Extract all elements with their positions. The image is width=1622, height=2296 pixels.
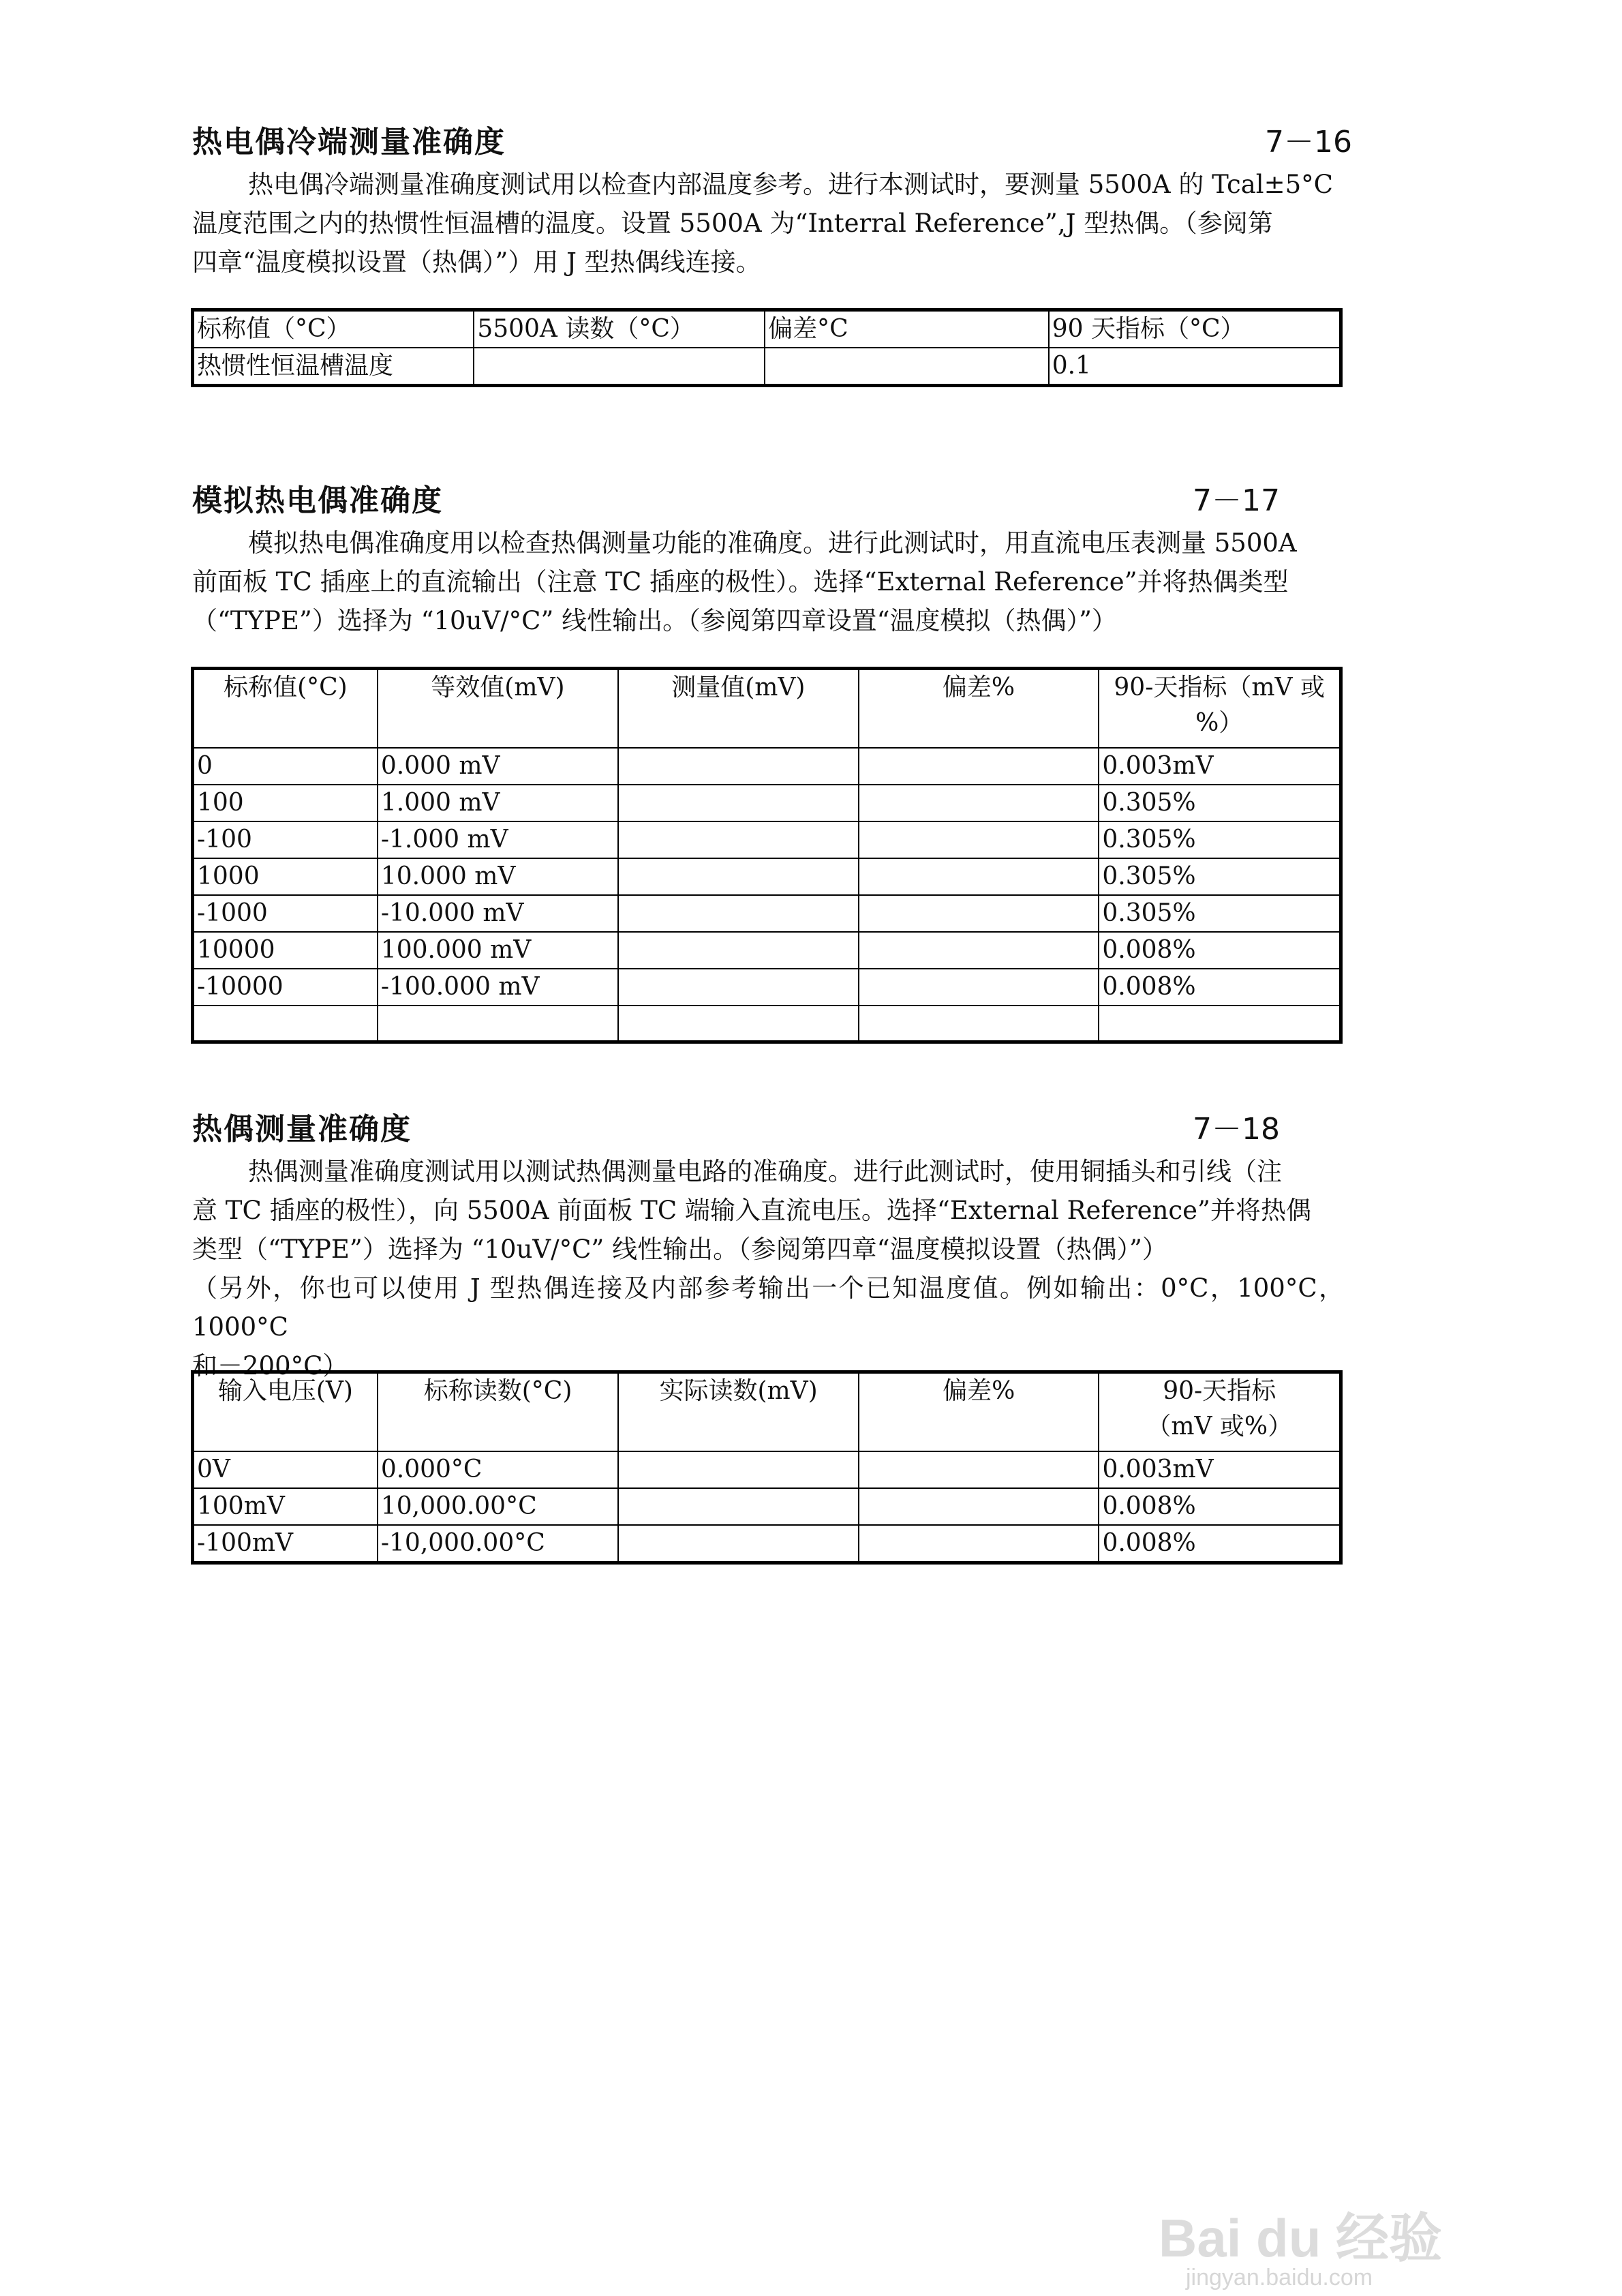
table-cell: 0.008% [1099,1488,1341,1525]
table-row [193,1525,1341,1563]
table-header-cell: 标称值(°C) [193,669,378,748]
table-cell: 1000 [193,858,378,895]
table-cell: -10,000.00°C [378,1525,618,1563]
table-header-cell: 输入电压(V) [193,1372,378,1451]
section-paragraph [192,524,1344,640]
table-row [193,895,1341,932]
table-cell: 1.000 mV [378,785,618,821]
table-cell: 0.000 mV [378,748,618,785]
table-cell [859,785,1099,821]
table-cell [859,748,1099,785]
table-header-cell: 测量值(mV) [618,669,859,748]
table-cell [765,348,1049,386]
section-number: 7－18 [1193,1112,1280,1147]
table-header-cell [1099,669,1341,748]
table-cell: 100mV [193,1488,378,1525]
table-cell: 0.305% [1099,785,1341,821]
baidu-jingyan-watermark [1159,2209,1540,2291]
para-line: 和－200°C） [192,1351,348,1380]
table-cell: 10000 [193,932,378,969]
section-simulated-tc [192,476,1344,640]
table-cell: -10000 [193,969,378,1006]
para-line: 意 TC 插座的极性），向 5500A 前面板 TC 端输入直流电压。选择“External Reference”并将热偶 [192,1196,1311,1225]
table-row [193,969,1341,1006]
table-cell [618,969,859,1006]
table-cell [378,1006,618,1042]
table-cell [859,858,1099,895]
tc-measurement-table [191,1370,1343,1565]
table-cell: 0.003mV [1099,1451,1341,1488]
section-heading [192,1104,1344,1152]
table-cell: 0.305% [1099,858,1341,895]
section-cold-junction [192,117,1352,282]
section-paragraph [192,165,1344,282]
table-cell [618,932,859,969]
table-cell [859,932,1099,969]
table-cell [859,1488,1099,1525]
table-header-row [193,1372,1341,1451]
table-cell: -100mV [193,1525,378,1563]
table-header-cell: 实际读数(mV) [618,1372,859,1451]
table-cell: 0.008% [1099,1525,1341,1563]
table-cell: 10.000 mV [378,858,618,895]
para-line: 热偶测量准确度测试用以测试热偶测量电路的准确度。进行此测试时，使用铜插头和引线（注 [248,1157,1282,1186]
table-row [193,748,1341,785]
section-number: 7－17 [1193,483,1280,518]
table-cell [859,895,1099,932]
table-cell: -10.000 mV [378,895,618,932]
table-cell [474,348,765,386]
table-cell: 100 [193,785,378,821]
para-line: （“TYPE”）选择为 “10uV/°C” 线性输出。（参阅第四章设置“温度模拟（热偶）”） [192,606,1117,635]
table-header-cell: 等效值(mV) [378,669,618,748]
table-row [193,932,1341,969]
table-header-cell: 偏差% [859,1372,1099,1451]
table-cell: 0.000°C [378,1451,618,1488]
table-header-cell: 偏差°C [765,310,1049,348]
table-cell: 0.1 [1049,348,1341,386]
table-cell: -100 [193,821,378,858]
table-cell [1099,1006,1341,1042]
section-title: 热偶测量准确度 [192,1112,412,1147]
table-row [193,821,1341,858]
table-cell [618,1488,859,1525]
table-header-cell [1099,1372,1341,1451]
table-cell [618,785,859,821]
table-row [193,785,1341,821]
table-header-cell: 5500A 读数（°C） [474,310,765,348]
table-header-cell: 偏差% [859,669,1099,748]
table-cell: 10,000.00°C [378,1488,618,1525]
table-header-cell: 标称读数(°C) [378,1372,618,1451]
table-row [193,1451,1341,1488]
table-cell [618,821,859,858]
table-cell: -1.000 mV [378,821,618,858]
section-paragraph [192,1152,1344,1385]
header-line: %） [1195,709,1244,737]
para-line: 温度范围之内的热惯性恒温槽的温度。设置 5500A 为“Interral Reference”,J 型热偶。（参阅第 [192,209,1273,238]
table-cell [618,748,859,785]
table-cell [618,1525,859,1563]
table-header-row [193,669,1341,748]
section-title: 热电偶冷端测量准确度 [192,125,506,160]
para-line: 前面板 TC 插座上的直流输出（注意 TC 插座的极性）。选择“External Reference”并将热偶类型 [192,567,1289,596]
header-line: 90-天指标（mV 或 [1114,674,1325,701]
para-line: 模拟热电偶准确度用以检查热偶测量功能的准确度。进行此测试时，用直流电压表测量 5500A [248,528,1297,558]
table-cell: -1000 [193,895,378,932]
section-tc-measurement [192,1104,1344,1385]
section-title: 模拟热电偶准确度 [192,483,443,518]
table-row [193,1488,1341,1525]
header-line: 90-天指标 [1163,1377,1276,1405]
table-row [193,858,1341,895]
para-line: 热电偶冷端测量准确度测试用以检查内部温度参考。进行本测试时，要测量 5500A 的 Tcal±5°C [248,170,1333,199]
table-cell [859,1525,1099,1563]
table-cell [859,821,1099,858]
table-cell [859,969,1099,1006]
table-cell [859,1006,1099,1042]
table-cell: 0.305% [1099,895,1341,932]
table-cell: 0.008% [1099,969,1341,1006]
table-cell: 0V [193,1451,378,1488]
table-cell: 0.003mV [1099,748,1341,785]
table-cell [618,895,859,932]
table-cell: 0.305% [1099,821,1341,858]
table-cell: 0 [193,748,378,785]
table-header-cell: 90 天指标（°C） [1049,310,1341,348]
table-cell: 100.000 mV [378,932,618,969]
simulated-tc-table [191,667,1343,1044]
header-line: （mV 或%） [1146,1413,1293,1440]
table-cell [859,1451,1099,1488]
table-row [193,348,1341,386]
table-cell [618,1006,859,1042]
table-header-row [193,310,1341,348]
table-header-cell: 标称值（°C） [193,310,474,348]
table-row [193,1006,1341,1042]
table-cell: 热惯性恒温槽温度 [193,348,474,386]
watermark-logo-text: Bai du 经验 [1159,2209,1443,2268]
para-line: （另外，你也可以使用 J 型热偶连接及内部参考输出一个已知温度值。例如输出：0°C，100°C，1000°C [192,1273,1344,1342]
table-cell: -100.000 mV [378,969,618,1006]
table-cell [618,1451,859,1488]
section-heading [192,117,1352,165]
table-cell [193,1006,378,1042]
section-number: 7－16 [1265,125,1352,160]
cold-junction-table [191,308,1343,387]
section-heading [192,476,1344,524]
para-line: 类型（“TYPE”）选择为 “10uV/°C” 线性输出。（参阅第四章“温度模拟设置（热偶）”） [192,1235,1167,1264]
watermark-url: jingyan.baidu.com [1186,2265,1373,2291]
table-cell: 0.008% [1099,932,1341,969]
table-cell [618,858,859,895]
para-line: 四章“温度模拟设置（热偶）”）用 J 型热偶线连接。 [192,247,761,277]
watermark-logo [1159,2209,1540,2291]
